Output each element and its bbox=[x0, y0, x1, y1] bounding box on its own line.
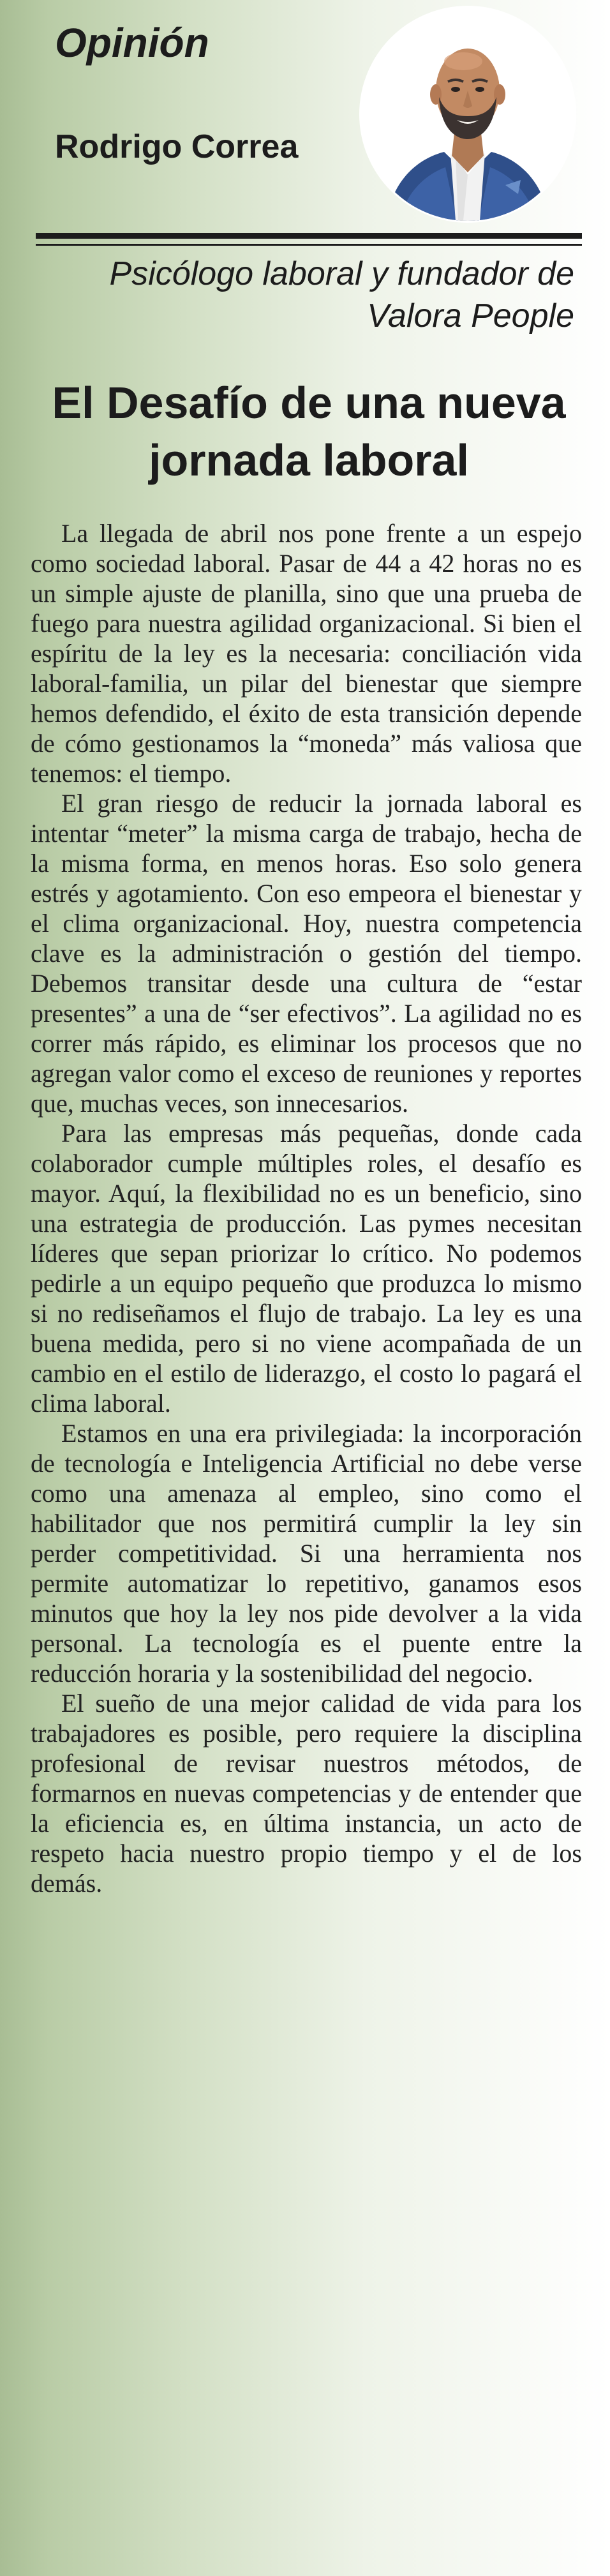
header-rule-thick bbox=[36, 233, 582, 239]
section-label: Opinión bbox=[55, 20, 209, 66]
author-photo bbox=[361, 8, 574, 221]
article-title: El Desafío de una nueva jornada laboral bbox=[52, 378, 566, 485]
author-role: Psicólogo laboral y fundador de Valora People bbox=[109, 255, 574, 334]
author-name: Rodrigo Correa bbox=[55, 128, 299, 165]
article-paragraph: La llegada de abril nos pone frente a un espejo como sociedad laboral. Pasar de 44 a 42 horas no es un simple ajuste de planilla, sino que una prueba de fuego para nuestra agilidad organizacional. Si bien el espíritu de la ley es la necesaria: conciliación vida laboral-familia, un pilar del bienestar que siempre hemos defendido, el éxito de esta transición depende de cómo gestionamos la “moneda” más valiosa que tenemos: el tiempo. bbox=[31, 519, 582, 788]
article-paragraph: El sueño de una mejor calidad de vida para los trabajadores es posible, pero requiere la disciplina profesional de revisar nuestros métodos, de formarnos en nuevas competencias y de entender que la eficiencia es, en última instancia, un acto de respeto hacia nuestro propio tiempo y el de los demás. bbox=[31, 1689, 582, 1898]
article-paragraph: Estamos en una era privilegiada: la incorporación de tecnología e Inteligencia Artificial no debe verse como una amenaza al empleo, sino como el habilitador que nos permitirá cumplir la ley sin perder competitividad. Si una herramienta nos permite automatizar lo repetitivo, ganamos esos minutos que hoy la ley nos pide devolver a la vida personal. La tecnología es el puente entre la reducción horaria y la sostenibilidad del negocio. bbox=[31, 1419, 582, 1688]
article-paragraph: Para las empresas más pequeñas, donde cada colaborador cumple múltiples roles, el desafío es mayor. Aquí, la flexibilidad no es un beneficio, sino una estrategia de producción. Las pymes necesitan líderes que sepan priorizar lo crítico. No podemos pedirle a un equipo pequeño que produzca lo mismo si no rediseñamos el flujo de trabajo. La ley es una buena medida, pero si no viene acompañada de un cambio en el estilo de liderazgo, el costo lo pagará el clima laboral. bbox=[31, 1119, 582, 1418]
article-body bbox=[31, 518, 582, 1898]
header-rule-thin bbox=[36, 244, 582, 246]
author-portrait-icon bbox=[361, 8, 574, 221]
article-paragraph: El gran riesgo de reducir la jornada laboral es intentar “meter” la misma carga de trabajo, hecha de la misma forma, en menos horas. Eso solo genera estrés y agotamiento. Con eso empeora el bienestar y el clima organizacional. Hoy, nuestra competencia clave es la administración o gestión del tiempo. Debemos transitar desde una cultura de “estar presentes” a una de “ser efectivos”. La agilidad no es correr más rápido, es eliminar los procesos que no agregan valor como el exceso de reuniones y reportes que, muchas veces, son innecesarios. bbox=[31, 789, 582, 1118]
